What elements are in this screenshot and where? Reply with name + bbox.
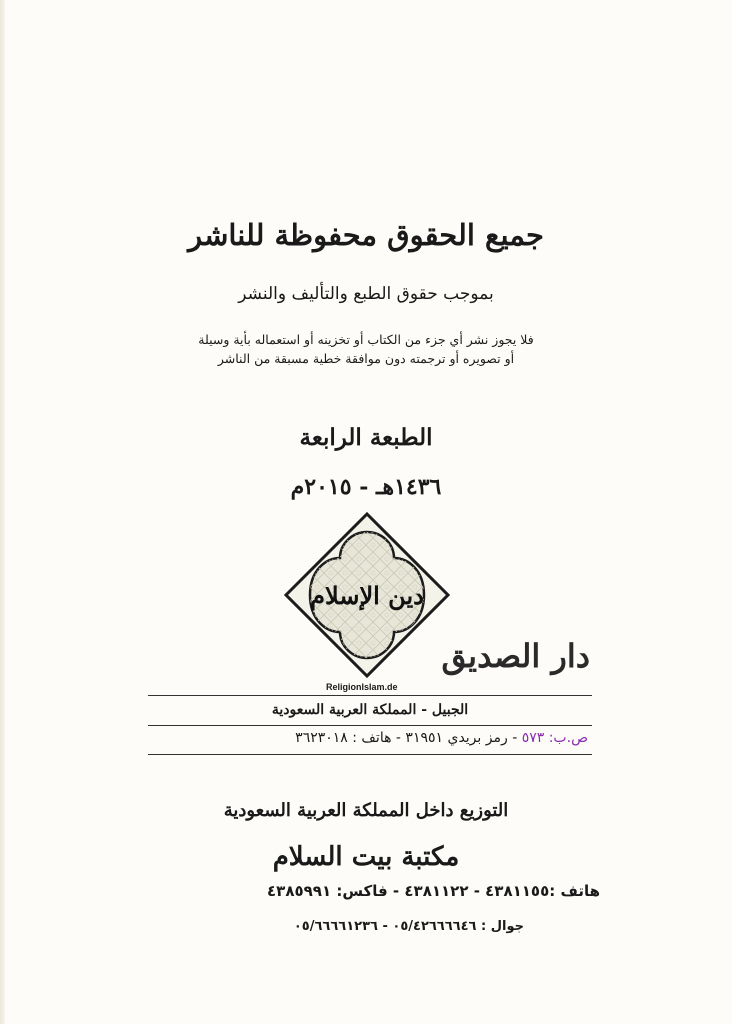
website-label: ReligionIslam.de [326, 682, 398, 692]
rights-subtitle: بموجب حقوق الطبع والتأليف والنشر [238, 284, 494, 304]
rights-title: جميع الحقوق محفوظة للناشر [188, 218, 544, 252]
store-logo-text: مكتبة بيت السلام [272, 842, 460, 872]
notice-line-1: فلا يجوز نشر أي جزء من الكتاب أو تخزينه أو استعماله بأية وسيلة [198, 332, 534, 347]
notice-line-2: أو تصويره أو ترجمته دون موافقة خطية مسبقة من الناشر [217, 351, 515, 366]
mobile-line: جوال : ٠٥/٤٢٦٦٦٦٤٦ - ٠٥/٦٦٦٦١٢٣٦ [293, 919, 524, 934]
divider-bottom [148, 754, 592, 755]
publisher-logo-text: دار الصديق [441, 637, 590, 675]
publisher-country: الجبيل - المملكة العربية السعودية [271, 702, 469, 718]
distribution-label: التوزيع داخل المملكة العربية السعودية [223, 800, 509, 821]
po-box: ص.ب: ٥٧٣ [521, 730, 588, 746]
phone-fax-line: هاتف :٤٣٨١١٥٥ - ٤٣٨١١٢٢ - فاكس: ٤٣٨٥٩٩١ [267, 882, 600, 900]
contact-rest: - رمز بريدي ٣١٩٥١ - هاتف : ٣٦٢٣٠١٨ [295, 730, 522, 746]
rights-notice [0, 330, 732, 368]
publisher-contact [148, 730, 588, 746]
publisher-info-box [148, 695, 592, 755]
divider-middle [148, 725, 592, 726]
emblem-text: دين الإسلام [310, 581, 424, 610]
edition-year: ١٤٣٦هـ - ٢٠١٥م [290, 474, 442, 500]
divider-top [148, 695, 592, 696]
edition-label: الطبعة الرابعة [299, 424, 433, 451]
